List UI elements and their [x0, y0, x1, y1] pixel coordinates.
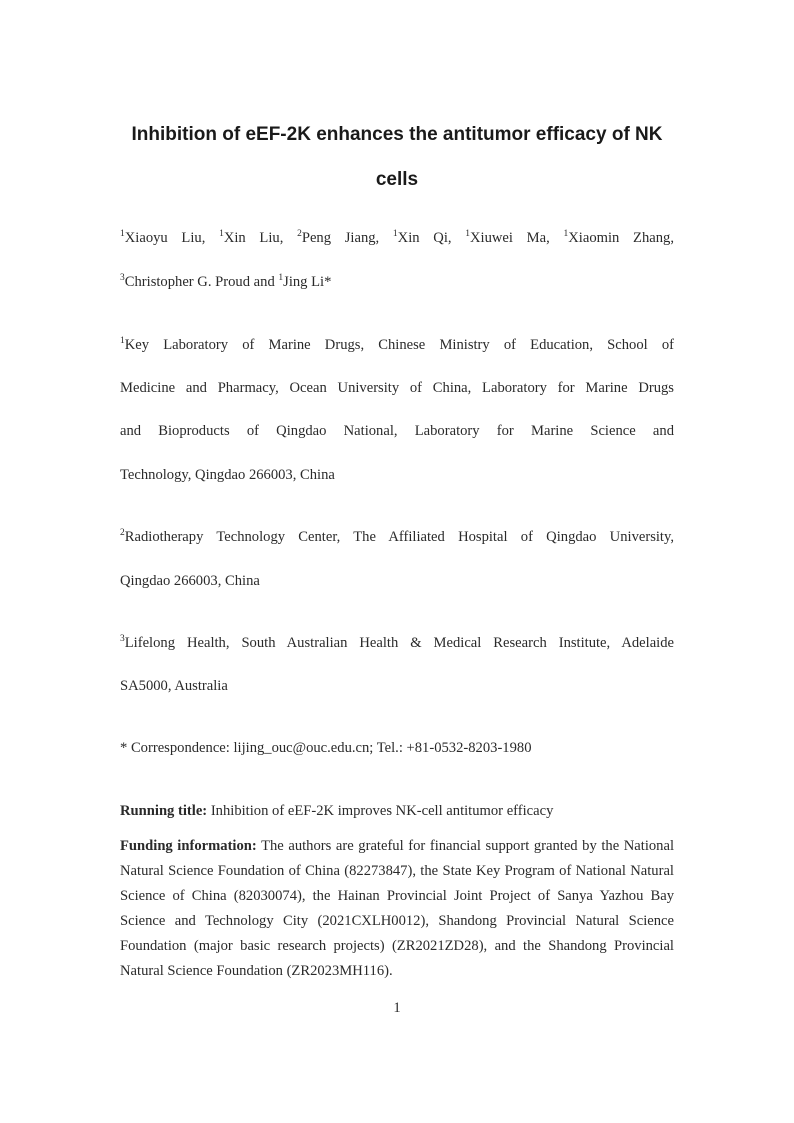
author: $^1$Xiaoyu Liu [120, 229, 202, 246]
author: $^2$Peng Jiang [297, 229, 376, 246]
affiliation-line: $^3$Lifelong Health, South Australian Health & Medical Research Institute, Adelaide [120, 634, 674, 651]
author: $^1$Jing Li* [278, 273, 332, 290]
running-title-label: Running title: [120, 803, 208, 819]
affiliation-line: Technology, Qingdao 266003, China [120, 467, 335, 483]
author-list-line-1: $^1$Xiaoyu Liu, $^1$Xin Liu, $^2$Peng Jiang, $^1$Xin Qi, $^1$Xiuwei Ma, $^1$Xiaomin Zhang, [120, 229, 674, 246]
correspondence: * Correspondence: lijing_ouc@ouc.edu.cn; Tel.: +81-0532-8203-1980 [120, 740, 532, 756]
affiliation-line: $^2$Radiotherapy Technology Center, The Affiliated Hospital of Qingdao University, [120, 528, 674, 545]
paper-title-line-1: Inhibition of eEF-2K enhances the antitumor efficacy of NK [131, 124, 663, 145]
paper-title-line-2: cells [375, 169, 419, 190]
author: $^1$Xiuwei Ma [465, 229, 547, 246]
funding-information [120, 834, 674, 984]
running-title-text: Inhibition of eEF-2K improves NK-cell antitumor efficacy [207, 803, 554, 819]
author-list-line-2: $^3$Christopher G. Proud and $^1$Jing Li* [120, 273, 332, 290]
running-title [120, 803, 674, 820]
affiliation-line: and Bioproducts of Qingdao National, Laboratory for Marine Science and [120, 423, 674, 439]
affiliation-line: Medicine and Pharmacy, Ocean University of China, Laboratory for Marine Drugs [120, 380, 674, 396]
funding-text: The authors are grateful for financial support granted by the National Natural Science Foundation of China (82273847), the State Key Program of National Natural Science of China (82030074), the Hainan Provincial Joint Project of Sanya Yazhou Bay Science and Technology City (2021CXLH0012), Shandong Provincial Natural Science Foundation (major basic research projects) (ZR2021ZD28), and the Shandong Provincial Natural Science Foundation (ZR2023MH116). [120, 838, 674, 979]
affiliation-line: SA5000, Australia [120, 678, 228, 694]
funding-label: Funding information: [120, 838, 257, 854]
author: $^1$Xiaomin Zhang [563, 229, 671, 246]
affiliation-line: Qingdao 266003, China [120, 573, 260, 589]
affiliation-line: $^1$Key Laboratory of Marine Drugs, Chinese Ministry of Education, School of [120, 336, 674, 353]
author: $^3$Christopher G. Proud [120, 273, 251, 290]
author: $^1$Xin Liu [219, 229, 280, 246]
author: $^1$Xin Qi [392, 229, 448, 246]
page-number: 1 [393, 1000, 401, 1016]
